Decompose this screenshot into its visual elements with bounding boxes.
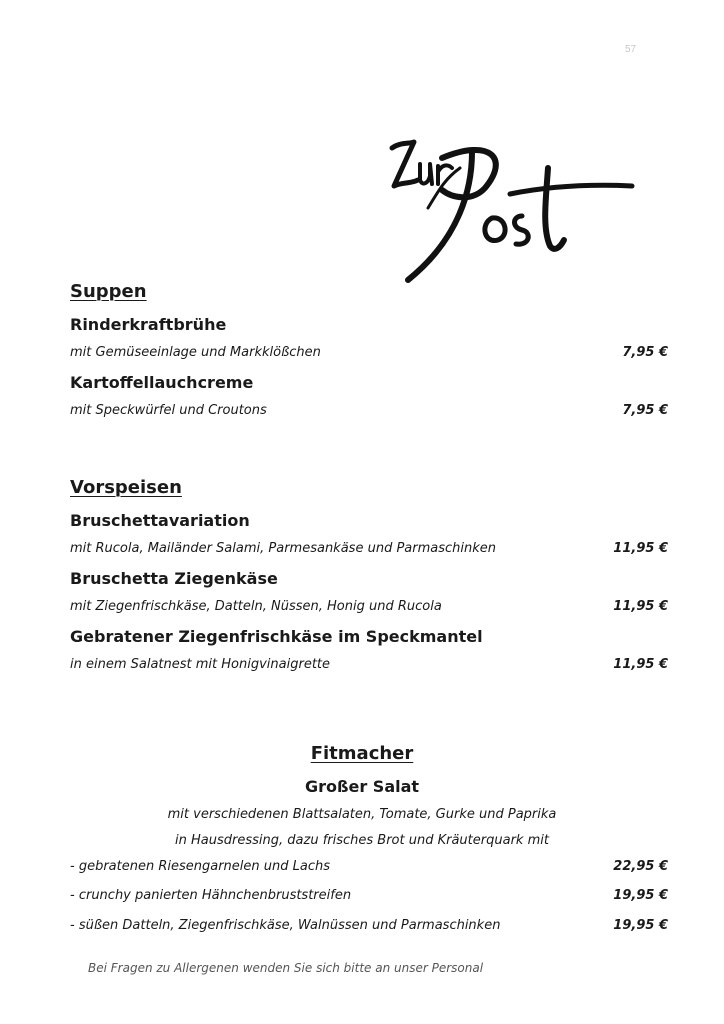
section-title-vorspeisen: Vorspeisen: [70, 477, 182, 498]
dish-name: Gebratener Ziegenfrischkäse im Speckmantel: [70, 627, 483, 646]
zur-post-logo: [380, 128, 642, 290]
salad-option-price: 19,95 €: [613, 888, 668, 903]
dish-price: 7,95 €: [622, 403, 668, 418]
salad-option: - gebratenen Riesengarnelen und Lachs: [70, 859, 331, 874]
allergen-note: Bei Fragen zu Allergenen wenden Sie sich bitte an unser Personal: [88, 961, 484, 975]
dish-description: in einem Salatnest mit Honigvinaigrette: [70, 657, 331, 672]
dish-name: Bruschetta Ziegenkäse: [70, 569, 278, 588]
salad-option-price: 19,95 €: [613, 918, 668, 933]
dish-price: 11,95 €: [613, 541, 668, 556]
section-title-fitmacher: Fitmacher: [310, 743, 414, 764]
dish-description: mit Rucola, Mailänder Salami, Parmesankäse und Parmaschinken: [70, 541, 497, 556]
section-title-suppen: Suppen: [70, 281, 147, 302]
dish-description: mit Gemüseeinlage und Markklößchen: [70, 345, 321, 360]
dish-description: mit Speckwürfel und Croutons: [70, 403, 267, 418]
salad-option: - crunchy panierten Hähnchenbruststreifen: [70, 888, 352, 903]
dish-name: Kartoffellauchcreme: [70, 373, 254, 392]
dish-price: 11,95 €: [613, 599, 668, 614]
salad-option: - süßen Datteln, Ziegenfrischkäse, Walnüssen und Parmaschinken: [70, 918, 501, 933]
dish-price: 7,95 €: [622, 345, 668, 360]
dish-name: Bruschettavariation: [70, 511, 250, 530]
dish-name: Großer Salat: [304, 777, 420, 796]
salad-option-price: 22,95 €: [613, 859, 668, 874]
dish-name: Rinderkraftbrühe: [70, 315, 227, 334]
dish-price: 11,95 €: [613, 657, 668, 672]
page-number: 57: [625, 44, 637, 55]
dish-description: mit Ziegenfrischkäse, Datteln, Nüssen, Honig und Rucola: [70, 599, 442, 614]
dish-description-line: in Hausdressing, dazu frisches Brot und Kräuterquark mit: [175, 833, 549, 848]
dish-description-line: mit verschiedenen Blattsalaten, Tomate, Gurke und Paprika: [167, 807, 557, 822]
